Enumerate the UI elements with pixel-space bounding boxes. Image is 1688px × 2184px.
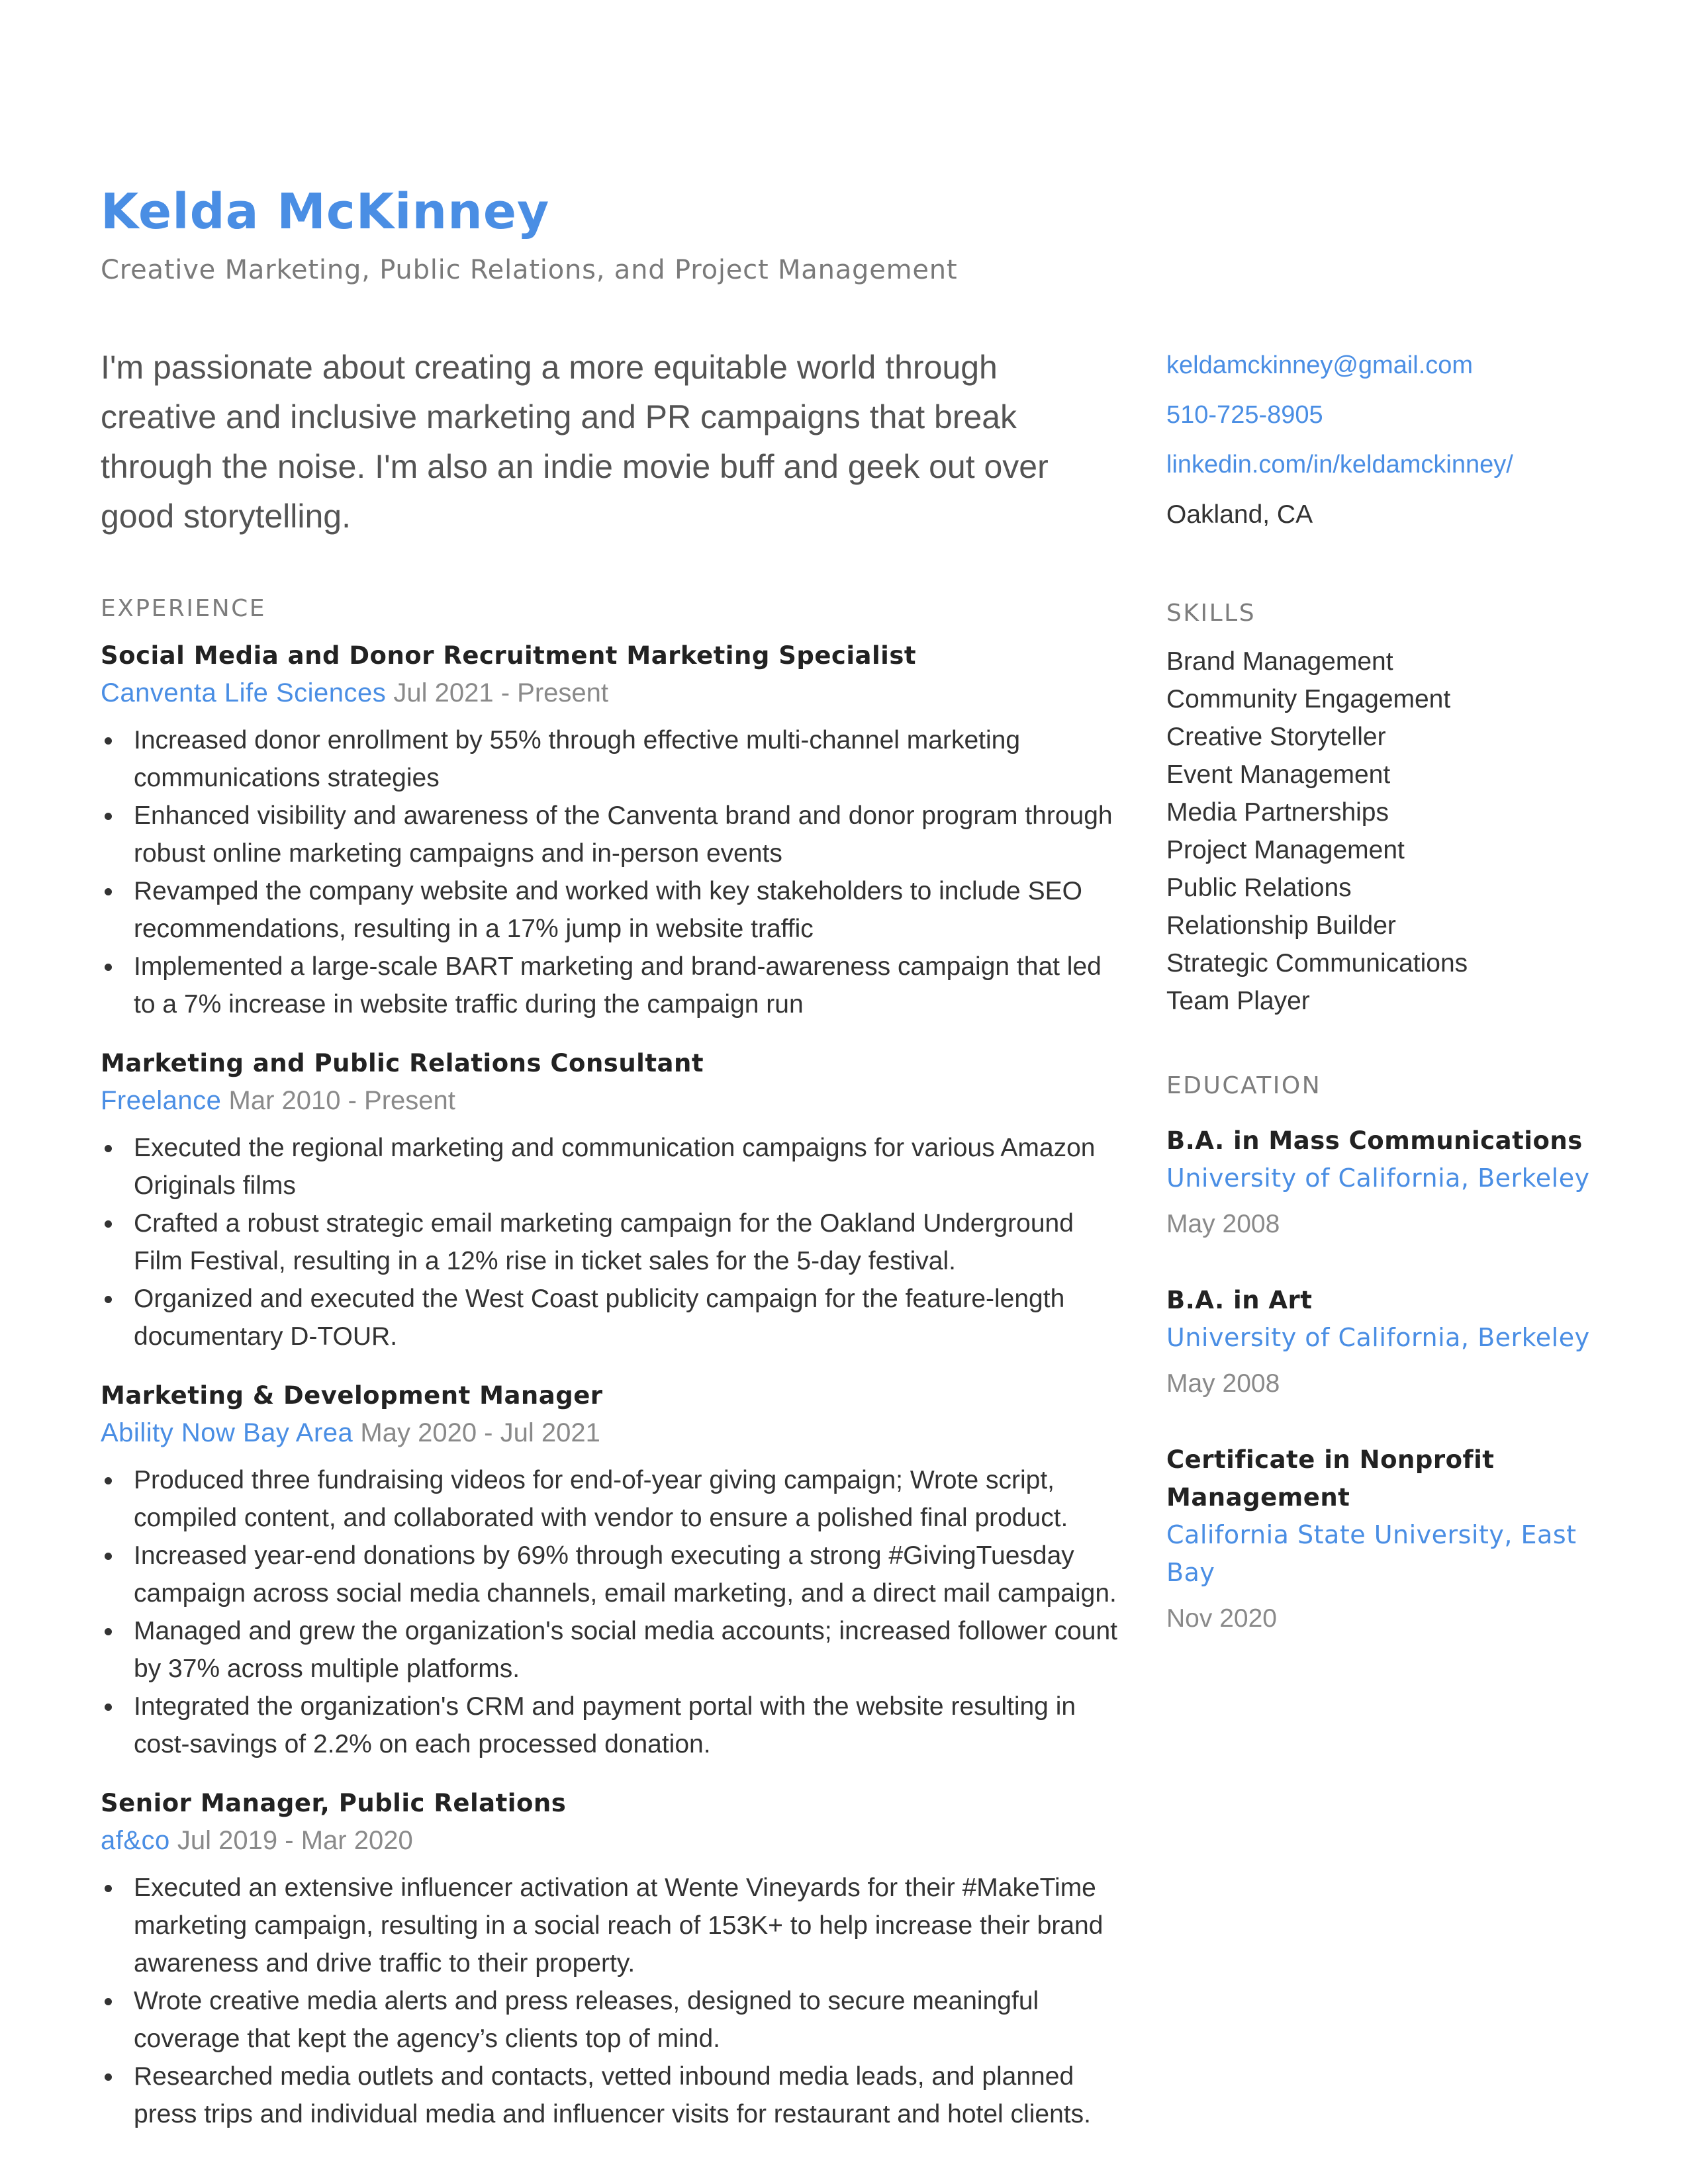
skill-item: Relationship Builder — [1166, 911, 1396, 940]
job-company: Ability Now Bay Area — [101, 1418, 353, 1447]
bullet-item — [101, 1869, 1120, 1982]
bullet-text: Implemented a large-scale BART marketing and brand-awareness campaign that led to a 7% increase in website traffic during the campaign run — [134, 952, 1102, 1019]
skill-item: Brand Management — [1166, 647, 1393, 676]
bullet-dot-icon — [105, 1145, 112, 1152]
skills-section — [1166, 594, 1630, 1020]
skill-item: Community Engagement — [1166, 685, 1451, 713]
school-name: University of California, Berkeley — [1166, 1163, 1590, 1193]
bullet-text: Managed and grew the organization's social media accounts; increased follower count by 37% across multiple platforms. — [134, 1617, 1117, 1683]
bullet-text: Increased donor enrollment by 55% through effective multi-channel marketing communications strategies — [134, 726, 1021, 792]
education-heading: EDUCATION — [1166, 1072, 1322, 1099]
education-entry — [1166, 1441, 1630, 1637]
skills-heading: SKILLS — [1166, 600, 1256, 627]
skills-list — [1166, 643, 1630, 1020]
school-name: California State University, East Bay — [1166, 1520, 1577, 1587]
bullet-dot-icon — [105, 1220, 112, 1228]
bullet-item — [101, 797, 1120, 872]
candidate-summary: I'm passionate about creating a more equitable world through creative and inclusive marketing and PR campaigns that break through the noise. I'm also an indie movie buff and geek out over good storytelling. — [101, 349, 1049, 535]
bullet-dot-icon — [105, 888, 112, 895]
job-bullets — [101, 1461, 1120, 1763]
bullet-item — [101, 2058, 1120, 2133]
job-bullets — [101, 1129, 1120, 1355]
email-link[interactable]: keldamckinney@gmail.com — [1166, 351, 1474, 379]
skill-item: Creative Storyteller — [1166, 723, 1386, 751]
job-dates: Jul 2021 - Present — [393, 678, 609, 707]
bullet-dot-icon — [105, 1885, 112, 1892]
bullet-item — [101, 1688, 1120, 1763]
sidebar — [1166, 341, 1630, 1637]
job-dates: Mar 2010 - Present — [228, 1086, 455, 1115]
bullet-item — [101, 1205, 1120, 1280]
bullet-item — [101, 1280, 1120, 1355]
skill-item: Team Player — [1166, 987, 1310, 1015]
bullet-dot-icon — [105, 964, 112, 971]
phone-link[interactable]: 510-725-8905 — [1166, 401, 1323, 429]
bullet-text: Produced three fundraising videos for end-of-year giving campaign; Wrote script, compiled content, and collaborated with vendor to ensure a polished final product. — [134, 1466, 1068, 1532]
candidate-name: Kelda McKinney — [101, 183, 550, 240]
bullet-text: Researched media outlets and contacts, vetted inbound media leads, and planned press trips and individual media and influencer visits for restaurant and hotel clients. — [134, 2062, 1091, 2128]
bullet-item — [101, 1129, 1120, 1205]
bullet-dot-icon — [105, 1477, 112, 1484]
school-name: University of California, Berkeley — [1166, 1323, 1590, 1352]
bullet-text: Executed the regional marketing and communication campaigns for various Amazon Originals films — [134, 1134, 1096, 1200]
bullet-dot-icon — [105, 1296, 112, 1303]
education-section — [1166, 1066, 1630, 1637]
degree-title: B.A. in Mass Communications — [1166, 1126, 1583, 1155]
job-meta — [101, 1414, 1120, 1452]
education-date: May 2008 — [1166, 1210, 1280, 1238]
bullet-item — [101, 1537, 1120, 1612]
job-dates: May 2020 - Jul 2021 — [360, 1418, 600, 1447]
linkedin-link[interactable]: linkedin.com/in/keldamckinney/ — [1166, 451, 1513, 478]
bullet-item — [101, 721, 1120, 797]
degree-title: B.A. in Art — [1166, 1286, 1313, 1314]
job-company: af&co — [101, 1826, 170, 1855]
bullet-dot-icon — [105, 813, 112, 820]
bullet-item — [101, 948, 1120, 1023]
job-title: Senior Manager, Public Relations — [101, 1789, 567, 1817]
bullet-text: Integrated the organization's CRM and payment portal with the website resulting in cost-savings of 2.2% on each processed donation. — [134, 1692, 1076, 1758]
skill-item: Project Management — [1166, 836, 1405, 864]
job-entry — [101, 637, 1120, 1023]
experience-heading: EXPERIENCE — [101, 595, 267, 622]
education-date: May 2008 — [1166, 1369, 1280, 1398]
bullet-dot-icon — [105, 2073, 112, 2081]
bullet-dot-icon — [105, 1704, 112, 1711]
bullet-text: Organized and executed the West Coast publicity campaign for the feature-length documentary D-TOUR. — [134, 1285, 1065, 1351]
candidate-headline: Creative Marketing, Public Relations, and Project Management — [101, 255, 958, 285]
bullet-dot-icon — [105, 737, 112, 745]
education-entry — [1166, 1281, 1630, 1402]
job-dates: Jul 2019 - Mar 2020 — [177, 1826, 413, 1855]
job-entry — [101, 1377, 1120, 1763]
job-title: Marketing & Development Manager — [101, 1381, 603, 1410]
bullet-text: Increased year-end donations by 69% through executing a strong #GivingTuesday campaign across social media channels, email marketing, and a direct mail campaign. — [134, 1541, 1117, 1608]
job-company: Freelance — [101, 1086, 222, 1115]
degree-title: Certificate in Nonprofit Management — [1166, 1445, 1495, 1512]
bullet-text: Executed an extensive influencer activation at Wente Vineyards for their #MakeTime marketing campaign, resulting in a social reach of 153K+ to help increase their brand awareness and drive traffic to their property. — [134, 1874, 1103, 1978]
bullet-text: Crafted a robust strategic email marketing campaign for the Oakland Underground Film Festival, resulting in a 12% rise in ticket sales for the 5-day festival. — [134, 1209, 1074, 1275]
bullet-text: Enhanced visibility and awareness of the Canventa brand and donor program through robust online marketing campaigns and in-person events — [134, 801, 1113, 868]
bullet-item — [101, 1612, 1120, 1688]
bullet-item — [101, 1982, 1120, 2058]
job-meta — [101, 1082, 1120, 1120]
job-title: Social Media and Donor Recruitment Marketing Specialist — [101, 641, 917, 670]
experience-section — [101, 589, 1120, 2133]
bullet-text: Revamped the company website and worked with key stakeholders to include SEO recommendations, resulting in a 17% jump in website traffic — [134, 877, 1082, 943]
job-entry — [101, 1044, 1120, 1355]
education-date: Nov 2020 — [1166, 1604, 1277, 1633]
bullet-dot-icon — [105, 1628, 112, 1635]
job-entry — [101, 1784, 1120, 2133]
contact-block — [1166, 341, 1630, 539]
job-meta — [101, 1822, 1120, 1860]
skill-item: Media Partnerships — [1166, 798, 1389, 827]
skill-item: Public Relations — [1166, 874, 1352, 902]
job-bullets — [101, 1869, 1120, 2133]
bullet-dot-icon — [105, 1553, 112, 1560]
bullet-item — [101, 872, 1120, 948]
location-text: Oakland, CA — [1166, 500, 1313, 529]
job-meta — [101, 674, 1120, 712]
education-entry — [1166, 1122, 1630, 1243]
job-title: Marketing and Public Relations Consultant — [101, 1049, 704, 1077]
bullet-item — [101, 1461, 1120, 1537]
skill-item: Event Management — [1166, 760, 1391, 789]
job-bullets — [101, 721, 1120, 1023]
bullet-dot-icon — [105, 1998, 112, 2005]
job-company: Canventa Life Sciences — [101, 678, 387, 707]
skill-item: Strategic Communications — [1166, 949, 1468, 978]
bullet-text: Wrote creative media alerts and press releases, designed to secure meaningful coverage that kept the agency’s clients top of mind. — [134, 1987, 1039, 2053]
